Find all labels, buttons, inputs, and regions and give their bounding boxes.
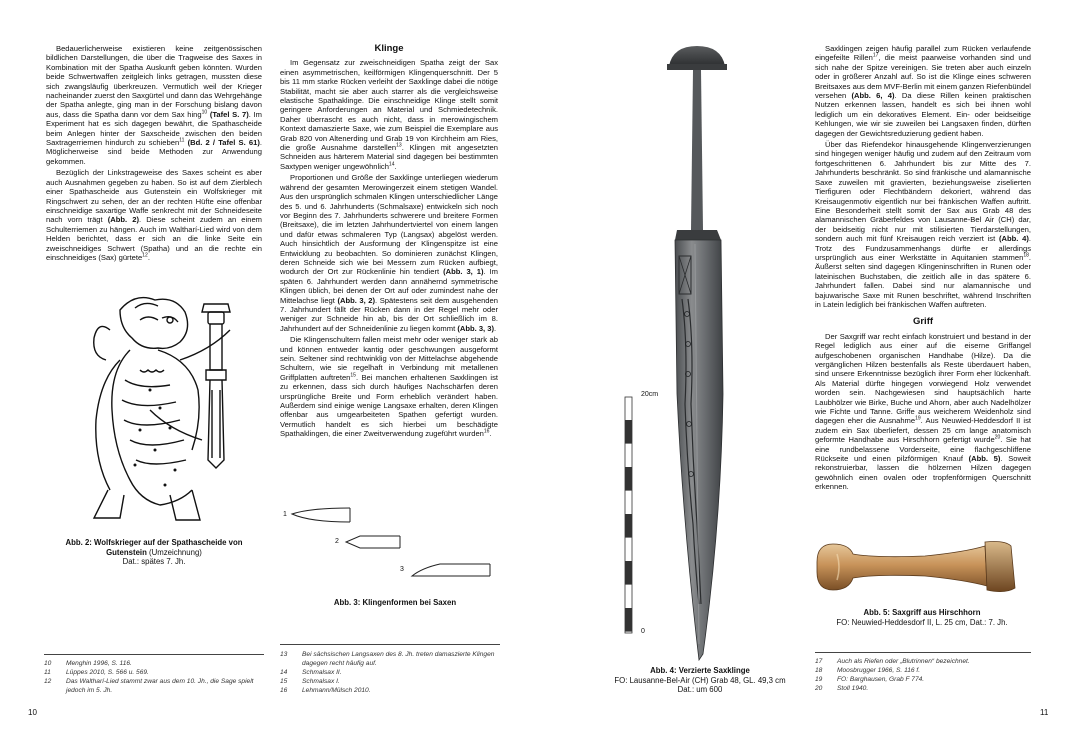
footnotes-left-col1 [44,659,266,695]
footnote: 14 Schmalsax II. [280,669,342,676]
scale-bar [624,396,634,636]
figure-5-caption: Abb. 5: Saxgriff aus Hirschhorn FO: Neuwied-Heddesdorf II, L. 25 cm, Dat.: 7. Jh. [836,608,1008,627]
footnote: 12 Das Waltharí-Lied stammt zwar aus dem 10. Jh., die Sage spielt jedoch im 5. Jh. [44,678,254,694]
paragraph: Proportionen und Größe der Saxklinge unterliegen wiederum während der gesamten Merowingerzeit einem stetigen Wandel. Aus den ursprünglich schmalen Klingen unterschiedlicher Länge des 5. und 6. Jahrhunderts (Schmalsaxe) entwickeln sich noch vor Beginn des 7. Jahrhunderts schwerere und breitere Formen (Breitsaxe), die im letzten Jahrhundertviertel von einem langen und dafür etwas schmaleren Typ (Langsax) abgelöst werden. Auch hinsichtlich der Ausformung der Klingenspitze ist eine Entwicklung zu beobachten. So dominieren zunächst Klingen, deren Schneide sich wie bei Messern zum Rücken aufbiegt, wodurch der Ort zur Rückenlinie hin tendiert (Abb. 3, 1). Im späten 6. Jahrhundert werden dann annähernd symmetrische Klingen üblich, bei denen der Ort auf oder zumindest nahe der Mittelachse liegt (Abb. 3, 2). Spätestens seit dem ausgehenden 7. Jahrhundert fällt der Rücken dann in der Regel mehr oder weniger zur Schneide hin ab, bis der Ort schließlich im 8. Jahrhundert auf der Schneidenlinie zu liegen kommt (Abb. 3, 3). [280,173,498,333]
figure-4-caption: Abb. 4: Verzierte Saxklinge FO: Lausanne-Bel-Air (CH) Grab 48, GL. 49,3 cm Dat.: um 600 [614,666,786,695]
section-heading-griff: Griff [912,316,934,328]
blade-form-label-3: 3 [400,566,404,573]
text-column-3 [815,44,1031,492]
footnote: 20 Stoll 1940. [815,685,869,692]
section-heading-klinge: Klinge [374,43,404,54]
paragraph: Der Saxgriff war recht einfach konstruiert und bestand in der Regel lediglich aus einer auf die eiserne Griffangel aufgeschobenen organischen Handhabe (Hilze). Da die vergänglichen Hilzen bestenfalls als Reste überdauert haben, sind unsere Erkenntnisse bezüglich ihrer Form eher lückenhaft. Als Material dürfte hingegen vorwiegend Holz verwendet worden sein. Nachgewiesen sind hauptsächlich harte Laubhölzer wie Birke, Buche und Ahorn, aber auch Nadelhölzer wie Fichte und Tanne. Griffe aus weicherem Weidenholz sind dagegen eher die Ausnahme$^{19}$. Aus Neuwied-Heddesdorf II ist zudem ein Sax überliefert, dessen 25 cm lange anatomisch geformte Handhabe aus Hirschhorn gefertigt wurde$^{20}$. Sie hat eine rundbelassene Vorderseite, eine flachgeschliffene Rückseite und einen pilzförmigen Knauf (Abb. 5). Soweit rekonstruierbar, lassen die hölzernen Hilzen dagegen gewöhnlich einen ovalen oder tropfenförmigen Querschnitt erkennen. [815,331,1031,492]
footnotes-left-col2 [280,650,502,695]
footnote: 10 Menghin 1996, S. 116. [44,660,132,667]
paragraph: Über das Riefendekor hinausgehende Klingenverzierungen sind hingegen weniger häufig und zudem auf den Zeitraum vom fortgeschrittenen 6. Jahrhundert bis zur Mitte des 7. Jahrhunderts beschränkt. So sind fränkische und alamannische Saxe zuweilen mit gravierten, beziehungsweise ziselierten Tierfiguren oder Flechtbändern dekoriert, während das Kreisaugenmotiv eigentlich nur bei fränkischen Waffen auftritt. Eine Besonderheit stellt somit der Sax aus Grab 48 des alamannischen Gräberfeldes von Lausanne-Bel Air (CH) dar, der beidseitig nicht nur mit stilisierten Tierdarstellungen, sondern auch mit fünf Kreisaugen reich verziert ist (Abb. 4). Trotz des Fundzusammenhangs dürfte er allerdings ursprünglich aus einer Werkstätte in Aquitanien stammen$^{18}$. Äußerst selten sind dagegen Klingeninschriften in Runen oder lateinischen Buchstaben, die zeitlich alle in das spätere 6. Jahrhundert fallen. Dabei sind nur alamannische und bajuwarische Saxe mit Runen beschriftet, während Inschriften in Latein lediglich bei fränkischen Waffen auftreten. [815,140,1031,309]
blade-form-label-1: 1 [283,511,287,518]
footnote: 18 Moosbrugger 1966, S. 116 f. [815,667,921,674]
page-number-left: 10 [28,708,37,717]
blade-forms-illustration [290,500,500,585]
antler-grip-image [815,532,1027,602]
sax-blade-image [655,44,765,664]
footnote-separator [280,644,500,645]
wolf-warrior-illustration [80,290,250,525]
footnote: 13 Bei sächsischen Langsaxen des 8. Jh. treten damaszierte Klingen dagegen recht häufig auf. [280,651,495,667]
footnote: 16 Lehmann/Mülsch 2010. [280,687,371,694]
footnote-separator [44,654,264,655]
paragraph: Saxklingen zeigen häufig parallel zum Rücken verlaufende eingefeilte Rillen$^{17}$, die meist paarweise vorhanden sind und sich nahe der Spitze vereinigen. Sie treten aber auch einzeln oder in größerer Anzahl auf. So ist die Klinge eines schweren Breitsaxes aus dem MVF-Berlin mit einem ganzen Riefenbündel versehen (Abb. 6, 4). Da diese Rillen keinen praktischen Nutzen erkennen lassen, handelt es sich bei ihnen wohl lediglich um ein dekoratives Element. Ein- oder beidseitige Kehlungen, wie wir sie zuweilen bei Langsaxen finden, dürften dagegen der Gewichtsreduzierung gedient haben. [815,44,1031,138]
footnote: 19 FO: Barghausen, Grab F 774. [815,676,925,683]
figure-3-caption: Abb. 3: Klingenformen bei Saxen [333,598,457,607]
paragraph: Im Gegensatz zur zweischneidigen Spatha zeigt der Sax einen asymmetrischen, keilförmigen Klingenquerschnitt. Der 5 bis 11 mm starke Rücken verleiht der Saxklinge dabei die nötige Stabilität, macht sie aber auch starrer als die vergleichsweise elastische Spathaklinge. Die einschneidige Klinge stellt somit geringere Anforderungen an Material und Schmiedetechnik. Daher überrascht es auch nicht, dass in merowingischem Kontext damaszierte Saxe, wie zum Beispiel die Exemplare aus Grab 820 von Altenerding und Grab 19 von Kirchheim am Ries, die große Ausnahme darstellen$^{13}$. Klingen mit angesetzten Schneiden aus härterem Material sind dagegen bei bestimmten Saxtypen weniger ungewöhnlich$^{14}$. [280,58,498,171]
footnote: 15 Schmalsax I. [280,678,340,685]
text-column-1 [46,44,262,262]
figure-2-caption: Abb. 2: Wolfskrieger auf der Spathascheide von Gutenstein (Umzeichnung) Dat.: spätes 7. Jh. [65,538,243,567]
blade-form-label-2: 2 [335,538,339,545]
paragraph: Die Klingenschultern fallen meist mehr oder weniger stark ab und können entweder kantig oder geschwungen ausgeformt sein. Seltener sind rechtwinklig von der Mittelachse abgehende Schultern, wie sie regelhaft in Verbindung mit metallenen Griffplatten auftreten$^{15}$. Bei manchen erhaltenen Saxklingen ist zu erkennen, dass sich durch häufiges Nachschärfen deren ursprüngliche Breite und Form erheblich verändert haben. Außerdem sind einige wenige Langsaxe erhalten, deren Klingen offenbar aus umgearbeiteten Spathen gefertigt wurden. Vermutlich handelt es sich hierbei um beschädigte Spathaklingen, die einer Zweitverwendung zugeführt wurden$^{16}$. [280,335,498,439]
scale-label-top: 20cm [641,391,659,398]
scale-label-bottom: 0 [641,628,645,635]
footnotes-right [815,657,1031,693]
text-column-2 [280,44,498,439]
paragraph: Bedauerlicherweise existieren keine zeitgenössischen bildlichen Darstellungen, die über die Tragweise des Saxes in Kombination mit der Spatha Auskunft geben könnten. Wurden beide Schwertwaffen zeitgleich links getragen, mussten diese sich zwangsläufig überkreuzen. Vermutlich weil der Krieger nacheinander zuerst den Saxgürtel und dann das Wehrgehänge der Spatha anlegte, ging man in der Forschung bislang davon aus, dass die Spatha dann vor dem Sax hing$^{10}$ (Tafel S. 7). Im Experiment hat es sich dagegen bewährt, die Spathascheide beim Anlegen hinter der Saxscheide zwischen den beiden Saxtragerriemen hindurch zu schieben$^{11}$ (Bd. 2 / Tafel S. 61). Möglicherweise sind beide Methoden zur Anwendung gekommen. [46,44,262,166]
footnote: 11 Lüppes 2010, S. 566 u. 569. [44,669,149,676]
page-number-right: 11 [1040,708,1049,717]
footnote-separator [815,652,1031,653]
footnote: 17 Auch als Riefen oder „Blutrinnen“ bezeichnet. [815,658,970,665]
paragraph: Bezüglich der Linkstrageweise des Saxes scheint es aber auch Ausnahmen gegeben zu haben. So ist auf dem Zierblech einer Spathascheide aus Gutenstein ein Wolfskrieger mit Ringschwert zu sehen, der an der rechten Hüfte eine offenbar einschneidige saxartige Waffe senkrecht mit der Schneideseite nach vorn trägt (Abb. 2). Diese scheint zudem an einem Schulterriemen zu hängen. Auch im Waltharí-Lied wird von dem Helden berichtet, dass er sich an die linke Seite ein zweischneidiges Schwert (Spatha) und an die rechte ein einschneidiges (Sax) gürtete$^{12}$. [46,168,262,262]
